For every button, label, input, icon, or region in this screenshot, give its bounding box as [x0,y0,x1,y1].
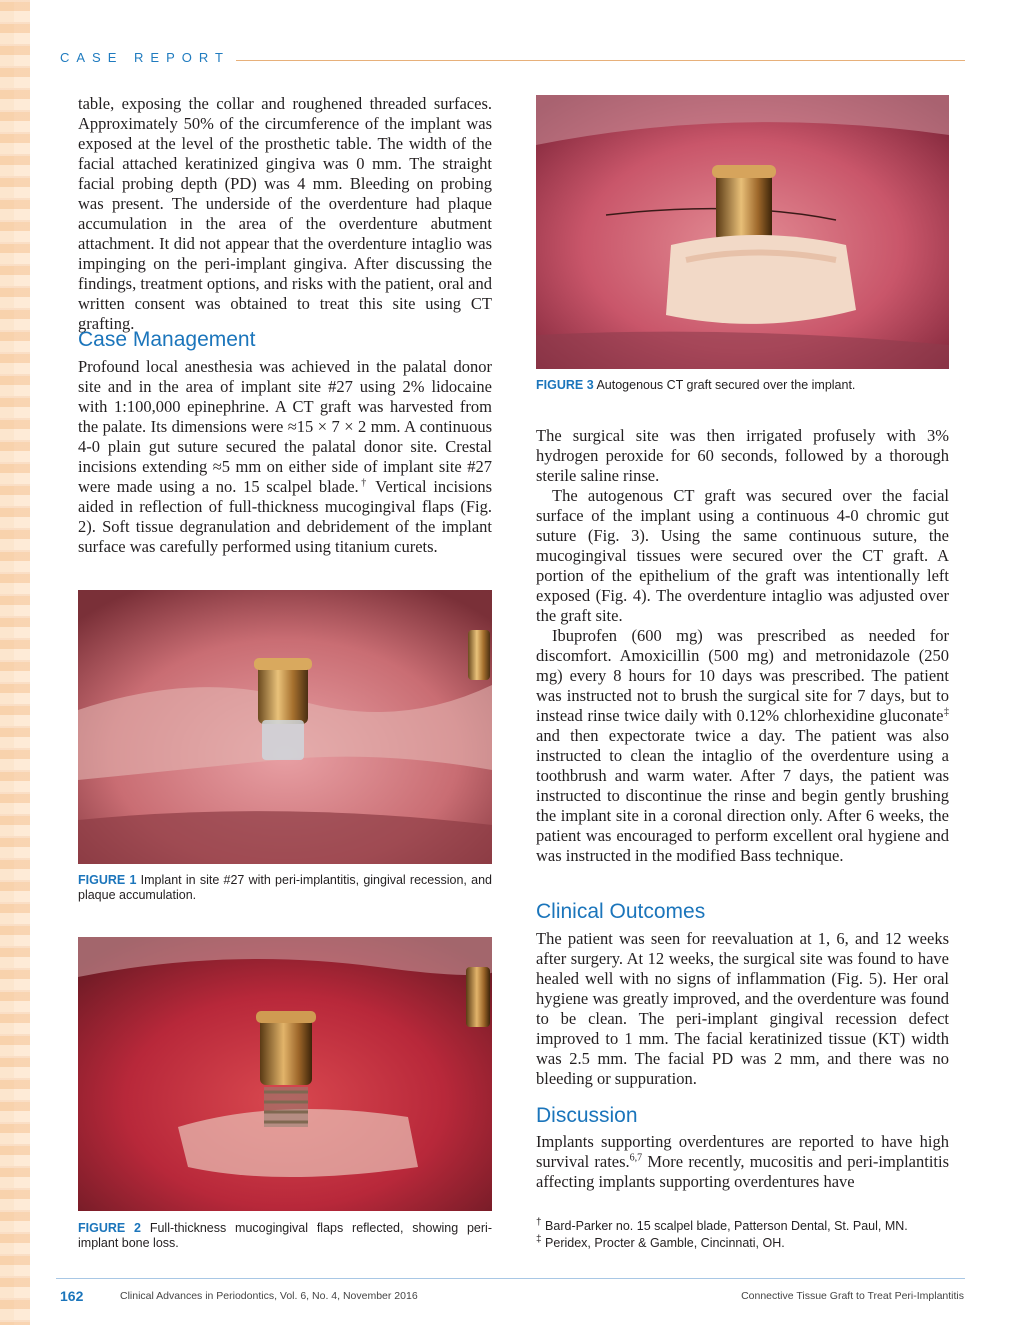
footer-short-title: Connective Tissue Graft to Treat Peri-Implantitis [741,1290,964,1302]
graft-securing-paragraph: The autogenous CT graft was secured over the facial surface of the implant using a continuous 4-0 chromic gut suture (Fig. 3). Using the same continuous suture, the mucogingival tissues were secured over the CT graft. A portion of the epithelium of the graft was intentionally left exposed (Fig. 4). The overdenture intaglio was adjusted over the graft site. [536,486,949,625]
right-column-text-block [536,426,949,866]
figure-3-caption [536,378,949,393]
case-management-block [78,357,492,557]
page-number: 162 [60,1288,84,1304]
clinical-outcomes-heading: Clinical Outcomes [536,900,706,923]
footnote-1 [536,1218,908,1234]
figure-2-photo [78,937,492,1211]
footnote-2 [536,1235,785,1251]
case-management-heading: Case Management [78,328,256,351]
citation-6-7: 6,7 [629,1152,643,1164]
intro-paragraph-block [78,94,492,334]
figure-2-caption [78,1221,492,1251]
medication-text-b: and then expectorate twice a day. The patient was also instructed to clean the intaglio of the overdenture using a toothbrush and warm water. After 7 days, the patient was instructed to discontinue the rinse and begin gently brushing the implant site in a coronal direction only. After 6 weeks, the patient was encouraged to perform excellent oral hygiene and was instructed in the modified Bass technique. [536,726,949,865]
clinical-outcomes-paragraph: The patient was seen for reevaluation at 1, 6, and 12 weeks after surgery. At 12 weeks, the surgical site was found to have healed well with no signs of inflammation (Fig. 5). Her oral hygiene was greatly improved, and the overdenture was found to be clean. The peri-implant gingival recession defect improved to 1 mm. The facial keratinized tissue (KT) width was 2.5 mm. The facial PD was 2 mm, and there was no bleeding or suppuration. [536,929,949,1088]
figure-3-caption-text: Autogenous CT graft secured over the implant. [596,378,856,392]
figure-3-label: FIGURE 3 [536,378,594,392]
footnote-ref-dagger: † [358,477,369,489]
case-management-paragraph [78,357,492,557]
case-management-text-a: Profound local anesthesia was achieved in the palatal donor site and in the area of implant site #27 using 2% lidocaine with 1:100,000 epinephrine. A CT graft was harvested from the palate. Its dimensions were ≈15 × 7 × 2 mm. A continuous 4-0 plain gut suture secured the palatal donor site. Crestal incisions extending ≈5 mm on either side of implant site #27 were made using a no. 15 scalpel blade. [78,357,492,496]
discussion-text-b: More recently, mucositis and peri-implantitis affecting implants supporting overdentures have [536,1152,949,1191]
case-management-text-b: Vertical incisions aided in reflection of full-thickness mucogingival flaps (Fig. 2). Soft tissue degranulation and debridement of the implant surface was carefully performed using titanium curets. [78,477,492,556]
intro-paragraph: table, exposing the collar and roughened threaded surfaces. Approximately 50% of the circumference of the implant was exposed at the level of the prosthetic table. The width of the facial attached keratinized gingiva was 0 mm. The straight facial probing depth (PD) was 4 mm. Bleeding on probing was present. The underside of the overdenture had plaque accumulation in the area of the overdenture abutment attachment. It did not appear that the overdenture intaglio was impinging on the peri-implant gingiva. After discussing the findings, treatment options, and risks with the patient, oral and written consent was obtained to treat this site using CT grafting. [78,94,492,333]
figure-1-caption [78,873,492,903]
medication-paragraph [536,626,949,866]
footer-rule [56,1278,965,1279]
clinical-outcomes-block [536,929,949,1089]
footnote-2-mark: ‡ [536,1233,542,1245]
discussion-block [536,1132,949,1192]
running-head-rule [236,60,965,61]
journal-citation: Clinical Advances in Periodontics, Vol. 6, No. 4, November 2016 [120,1290,418,1302]
discussion-text-a: Implants supporting overdentures are reported to have high survival rates. [536,1132,949,1171]
graft-photo-3-image [536,95,949,369]
footnote-1-mark: † [536,1216,542,1228]
figure-1-photo [78,590,492,864]
figure-2-caption-text: Full-thickness mucogingival flaps reflected, showing peri-implant bone loss. [78,1221,492,1250]
implant-photo-2-image [78,937,492,1211]
decorative-edge-shading [0,0,30,1325]
irrigation-paragraph: The surgical site was then irrigated profusely with 3% hydrogen peroxide for 60 seconds, followed by a thorough sterile saline rinse. [536,426,949,485]
footnote-2-text: Peridex, Procter & Gamble, Cincinnati, OH. [545,1236,785,1250]
medication-text-a: Ibuprofen (600 mg) was prescribed as needed for discomfort. Amoxicillin (500 mg) and metronidazole (250 mg) every 8 hours for 10 days was prescribed. The patient was instructed not to brush the surgical site for 7 days, but to instead rinse twice daily with 0.12% chlorhexidine gluconate [536,626,949,725]
figure-1-label: FIGURE 1 [78,873,137,887]
footnote-ref-double-dagger: ‡ [943,706,950,718]
discussion-paragraph [536,1132,949,1192]
figure-1-caption-text: Implant in site #27 with peri-implantitis, gingival recession, and plaque accumulation. [78,873,492,902]
figure-2-label: FIGURE 2 [78,1221,141,1235]
discussion-heading: Discussion [536,1104,638,1127]
implant-photo-1-image [78,590,492,864]
figure-3-photo [536,95,949,369]
running-head: CASE REPORT [60,50,230,65]
footnote-1-text: Bard-Parker no. 15 scalpel blade, Patterson Dental, St. Paul, MN. [545,1219,908,1233]
